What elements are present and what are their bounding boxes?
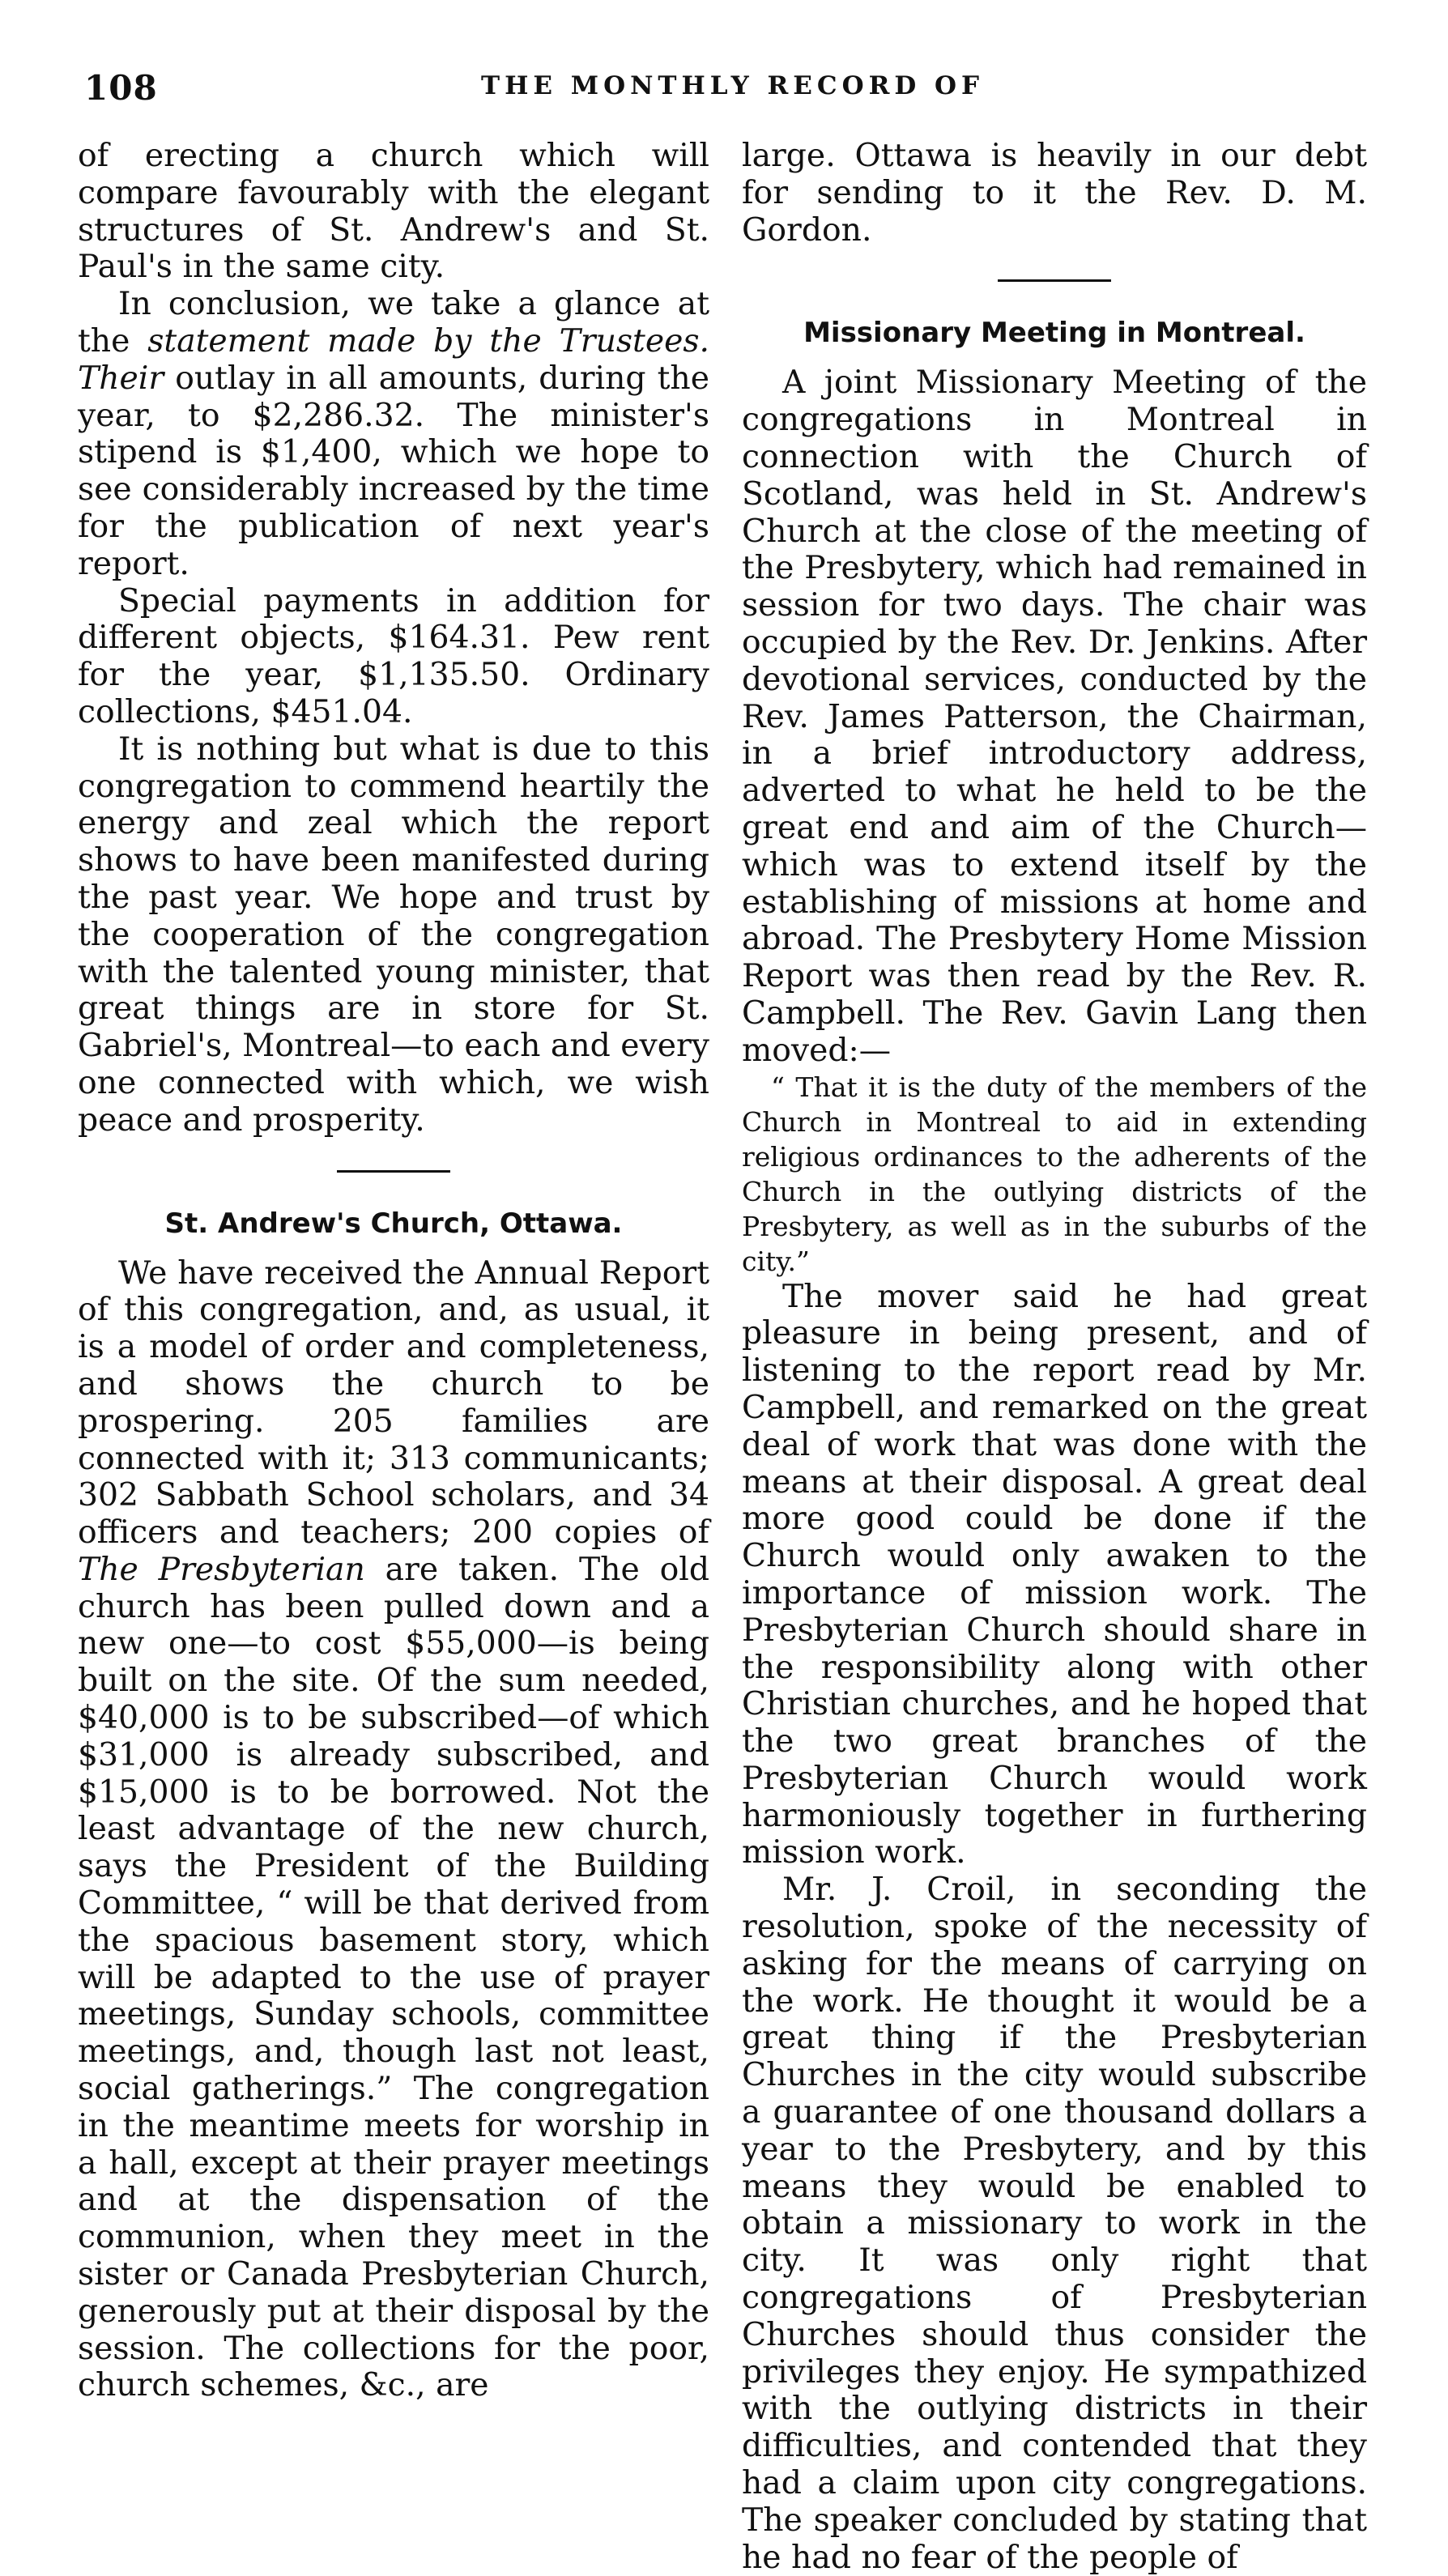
section-heading: St. Andrew's Church, Ottawa. <box>164 1207 623 1240</box>
text-run: We have received the Annual Report of this congregation, and, as usual, it is a model of order and completeness, and shows the church to be prospering. 205 families are connected with it; 313 communicants; 302 Sabbath School scholars, and 34 officers and teachers; 200 copies of <box>78 1254 709 1552</box>
section-divider <box>998 279 1111 282</box>
paragraph: A joint Missionary Meeting of the congregations in Montreal in connection with the Church of Scotland, was held in St. Andrew's Church at the close of the meeting of the Presbytery, which had remained in session for two days. The chair was occupied by the Rev. Dr. Jenkins. After devotional services, conducted by the Rev. James Patterson, the Chairman, in a brief introductory address, adverted to what he held to be the great end and aim of the Church—which was to extend itself by the establishing of missions at home and abroad. The Presbytery Home Mission Report was then read by the Rev. R. Campbell. The Rev. Gavin Lang then moved:— <box>742 364 1367 1069</box>
resolution-quote: “ That it is the duty of the members of the Church in Montreal to aid in extending religious ordinances to the adherents of the Church in the outlying districts of the Presbytery, as well as in the suburbs of the city.” <box>742 1071 1367 1277</box>
running-title: THE MONTHLY RECORD OF <box>481 71 985 100</box>
paragraph: Special payments in addition for different objects, $164.31. Pew rent for the year, $1,135.50. Ordinary collections, $451.04. <box>78 582 709 730</box>
page-number: 108 <box>84 68 158 108</box>
text-run: outlay in all amounts, during the year, to $2,286.32. The minister's stipend is $1,400, which we hope to see considerably increased by the time for the publication of next year's report. <box>78 360 709 582</box>
left-column <box>78 138 709 2404</box>
paragraph <box>78 286 709 582</box>
paragraph: The mover said he had great pleasure in being present, and of listening to the report read by Mr. Campbell, and remarked on the great deal of work that was done with the means at their disposal. A great deal more good could be done if the Church would only awaken to the importance of mission work. The Presbyterian Church should share in the responsibility along with other Christian churches, and he hoped that the two great branches of the Presbyterian Church would work harmoniously together in furthering mission work. <box>742 1278 1367 1871</box>
paragraph: It is nothing but what is due to this congregation to commend heartily the energy and zeal which the report shows to have been manifested during the past year. We hope and trust by the cooperation of the congregation with the talented young minister, that great things are in store for St. Gabriel's, Montreal—to each and every one connected with which, we wish peace and prosperity. <box>78 730 709 1139</box>
right-column <box>742 138 1367 2576</box>
text-run: are taken. The old church has been pulled down and a new one—to cost $55,000—is being built on the site. Of the sum needed, $40,000 is to be subscribed—of which $31,000 is already subscribed, and $15,000 is to be borrowed. Not the least advantage of the new church, says the President of the Building Committee, “ will be that derived from the spacious basement story, which will be adapted to the use of prayer meetings, Sunday schools, committee meetings, and, though last not least, social gatherings.” The congregation in the meantime meets for worship in a hall, except at their prayer meetings and at the dispensation of the communion, when they meet in the sister or Canada Presbyterian Church, generously put at their disposal by the session. The collections for the poor, church schemes, &c., are <box>78 1551 709 2404</box>
paragraph: of erecting a church which will compare favourably with the elegant structures of St. Andrew's and St. Paul's in the same city. <box>78 138 709 286</box>
section-divider <box>337 1170 450 1173</box>
paragraph: large. Ottawa is heavily in our debt for sending to it the Rev. D. M. Gordon. <box>742 138 1367 249</box>
page-header <box>84 68 1372 117</box>
paragraph: Mr. J. Croil, in seconding the resolution, spoke of the necessity of asking for the means of carrying on the work. He thought it would be a great thing if the Presbyterian Churches in the city would subscribe a guarantee of one thousand dollars a year to the Presbytery, and by this means they would be enabled to obtain a missionary to work in the city. It was only right that congregations of Presbyterian Churches should thus consider the privileges they enjoy. He sympathized with the outlying districts in their difficulties, and contended that they had a claim upon city congregations. The speaker concluded by stating that he had no fear of the people of <box>742 1871 1367 2576</box>
italic-text: The Presbyterian <box>78 1551 365 1588</box>
paragraph <box>78 1255 709 2405</box>
italic-text: Their <box>78 360 164 397</box>
text-run: In conclusion, we take a glance at the <box>78 286 709 360</box>
italic-text: statement made by the Trustees. <box>147 322 709 360</box>
section-heading: Missionary Meeting in Montreal. <box>803 317 1305 350</box>
